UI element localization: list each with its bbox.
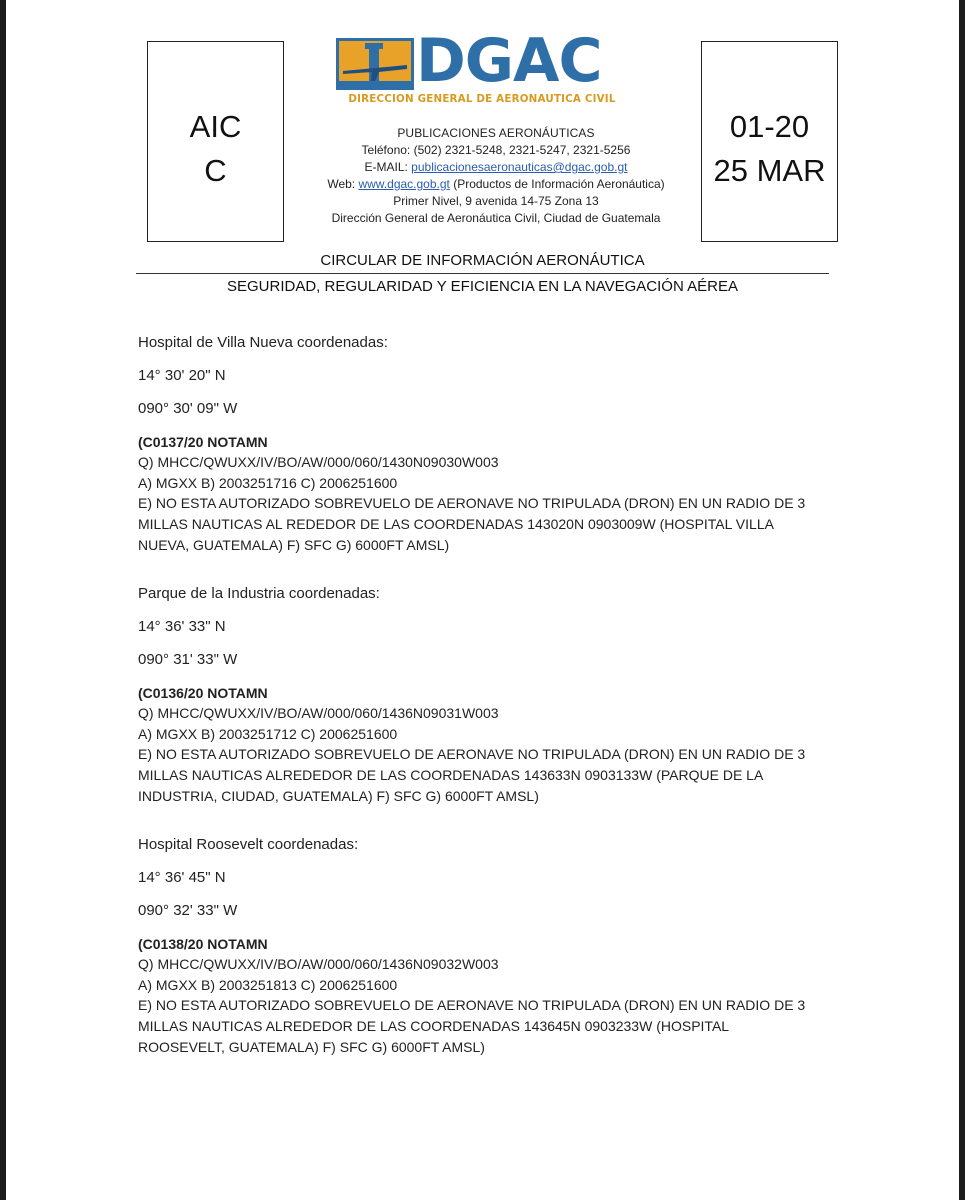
aic-label: AIC — [189, 109, 242, 144]
aic-series: C — [204, 153, 227, 188]
web-link[interactable]: www.dgac.gob.gt — [358, 177, 450, 191]
aic-date: 25 MAR — [713, 153, 826, 188]
notam-id: (C0137/20 NOTAMN — [138, 434, 268, 450]
notam-section — [138, 835, 838, 1058]
web-note: (Productos de Información Aeronáutica) — [449, 177, 665, 191]
logo-wordmark: DGAC — [416, 26, 602, 96]
notam-e-text: E) NO ESTA AUTORIZADO SOBREVUELO DE AERONAVE NO TRIPULADA (DRON) EN UN RADIO DE 3 MILLAS NAUTICAS ALREDEDOR DE LAS COORDENADAS 143633N 0903133W (PARQUE DE LA INDUSTRIA, CIUDAD, GUATEMALA) F) SFC G) 6000FT AMSL) — [138, 746, 806, 804]
notam-e-text: E) NO ESTA AUTORIZADO SOBREVUELO DE AERONAVE NO TRIPULADA (DRON) EN UN RADIO DE 3 MILLAS NAUTICAS AL REDEDOR DE LAS COORDENADAS 143020N 0903009W (HOSPITAL VILLA NUEVA, GUATEMALA) F) SFC G) 6000FT AMSL) — [138, 495, 806, 553]
dgac-logo — [334, 26, 628, 110]
airport-emblem-icon — [336, 38, 414, 90]
notam-abc-line: A) MGXX B) 2003251813 C) 2006251600 — [138, 976, 398, 993]
longitude: 090° 32' 33" W — [138, 902, 238, 919]
location-title: Hospital Roosevelt coordenadas: — [138, 836, 359, 853]
latitude: 14° 36' 45" N — [138, 869, 226, 886]
phone-line: Teléfono: (502) 2321-5248, 2321-5247, 2321-5256 — [361, 143, 631, 157]
email-label: E-MAIL: — [364, 160, 412, 174]
notam-q-line: Q) MHCC/QWUXX/IV/BO/AW/000/060/1436N09031W003 — [138, 705, 499, 721]
email-link[interactable]: publicacionesaeronauticas@dgac.gob.gt — [411, 160, 628, 174]
latitude: 14° 36' 33" N — [138, 618, 226, 635]
notam-abc-line: A) MGXX B) 2003251716 C) 2006251600 — [138, 474, 398, 491]
notam-section — [138, 584, 838, 807]
aic-number-box — [701, 41, 838, 242]
address-line: Primer Nivel, 9 avenida 14-75 Zona 13 — [393, 194, 599, 208]
notam-id: (C0136/20 NOTAMN — [138, 685, 268, 701]
publications-heading: PUBLICACIONES AERONÁUTICAS — [397, 126, 595, 140]
notam-q-line: Q) MHCC/QWUXX/IV/BO/AW/000/060/1430N09030W003 — [138, 454, 499, 470]
longitude: 090° 31' 33" W — [138, 651, 238, 668]
longitude: 090° 30' 09" W — [138, 400, 238, 417]
document-page — [6, 0, 959, 1200]
aic-series-box — [147, 41, 284, 242]
notam-id: (C0138/20 NOTAMN — [138, 936, 268, 952]
document-title: CIRCULAR DE INFORMACIÓN AERONÁUTICA — [320, 252, 645, 269]
latitude: 14° 30' 20" N — [138, 367, 226, 384]
org-line: Dirección General de Aeronáutica Civil, Ciudad de Guatemala — [331, 211, 661, 225]
notam-abc-line: A) MGXX B) 2003251712 C) 2006251600 — [138, 725, 398, 742]
logo-subtitle: DIRECCION GENERAL DE AERONAUTICA CIVIL — [348, 93, 616, 105]
notam-section — [138, 333, 838, 556]
aic-number: 01-20 — [729, 109, 810, 144]
email-line — [291, 159, 701, 176]
document-titles — [136, 250, 829, 298]
document-subtitle: SEGURIDAD, REGULARIDAD Y EFICIENCIA EN LA NAVEGACIÓN AÉREA — [227, 278, 738, 295]
web-line — [291, 176, 701, 193]
notam-e-text: E) NO ESTA AUTORIZADO SOBREVUELO DE AERONAVE NO TRIPULADA (DRON) EN UN RADIO DE 3 MILLAS NAUTICAS ALREDEDOR DE LAS COORDENADAS 143645N 0903233W (HOSPITAL ROOSEVELT, GUATEMALA) F) SFC G) 6000FT AMSL) — [138, 997, 806, 1055]
location-title: Hospital de Villa Nueva coordenadas: — [138, 334, 388, 351]
web-label: Web: — [327, 177, 359, 191]
location-title: Parque de la Industria coordenadas: — [138, 585, 380, 602]
contact-info — [291, 125, 701, 227]
title-divider — [136, 273, 829, 274]
notam-q-line: Q) MHCC/QWUXX/IV/BO/AW/000/060/1436N09032W003 — [138, 956, 499, 972]
notam-content — [138, 333, 838, 1086]
